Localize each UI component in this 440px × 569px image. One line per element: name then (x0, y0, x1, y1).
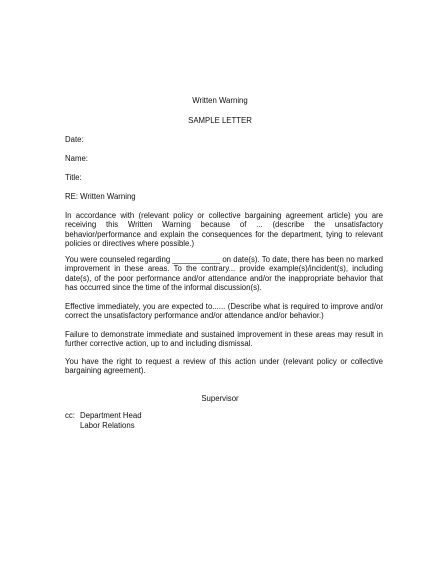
cc-label: cc: (65, 411, 75, 420)
paragraph-expectations: Effective immediately, you are expected to...... (Describe what is required to improve and/or correct the unsatisfactory performance and/or attendance and/or behavior.) (65, 302, 383, 321)
letter-heading: Written Warning (192, 96, 248, 105)
re-line: RE: Written Warning (65, 192, 136, 201)
paragraph-review-right: You have the right to request a review of this action under (relevant policy or collective bargaining agreement). (65, 357, 383, 376)
name-field: Name: (65, 154, 88, 163)
cc-recipient: Labor Relations (80, 420, 135, 430)
paragraph-reason: In accordance with (relevant policy or collective bargaining agreement article) you are receiving this Written Warning because of ... (describe the unsatisfactory behavior/performance and explain the consequences for the department, tying to relevant policies or directives where possible.) (65, 211, 383, 248)
cc-recipient: Department Head (80, 411, 142, 420)
title-field: Title: (65, 173, 82, 182)
letter-subheading: SAMPLE LETTER (188, 116, 252, 125)
paragraph-consequences: Failure to demonstrate immediate and sustained improvement in these areas may result in further corrective action, up to and including dismissal. (65, 330, 383, 349)
signature-line: Supervisor (201, 394, 239, 403)
paragraph-counseling: You were counseled regarding ___________ on date(s). To date, there has been no marked improvement in these areas. To the contrary... provide example(s)/incident(s), including date(s), of the poor performance and/or attendance and/or the inappropriate behavior that has occurred since the time of the informal discussion(s). (65, 255, 383, 292)
date-field: Date: (65, 135, 84, 144)
cc-block (65, 411, 142, 430)
